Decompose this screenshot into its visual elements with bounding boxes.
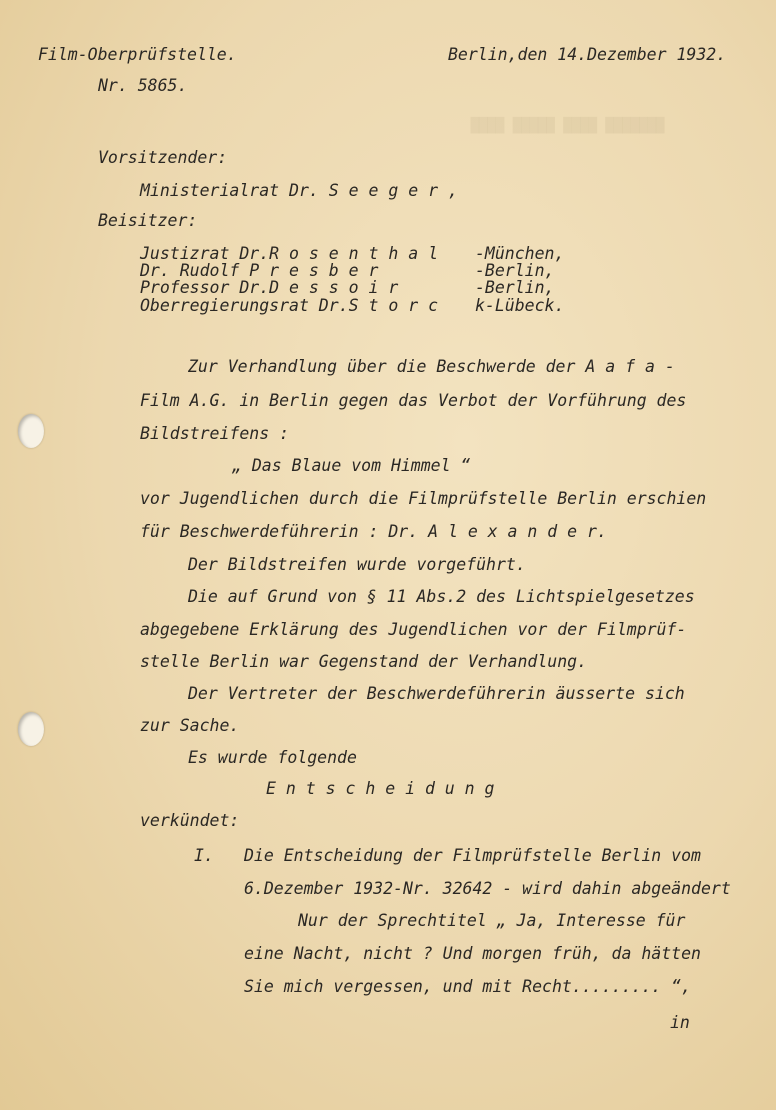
item-numeral: I. [194, 846, 214, 865]
assessor-city: -Berlin, [475, 278, 555, 297]
decision-heading: E n t s c h e i d u n g [266, 779, 495, 798]
office-name: Film-Oberprüfstelle. [38, 45, 237, 64]
body-line: Der Bildstreifen wurde vorgeführt. [188, 555, 526, 574]
assessor-name: Professor Dr.D e s s o i r [140, 278, 399, 297]
place-date: Berlin,den 14.Dezember 1932. [448, 45, 727, 64]
bleed-through-text: ████ █████ ████ ███████ [420, 118, 665, 134]
assessor-city: k-Lübeck. [475, 296, 565, 315]
chair-name: Ministerialrat Dr. S e e g e r , [140, 181, 458, 200]
assessor-city: -München, [475, 244, 565, 263]
body-line: Film A.G. in Berlin gegen das Verbot der Vorführung des [140, 391, 687, 410]
assessors-heading: Beisitzer: [98, 211, 198, 230]
assessor-name: Justizrat Dr.R o s e n t h a l [140, 244, 439, 263]
body-line: Der Vertreter der Beschwerdeführerin äusserte sich [188, 684, 685, 703]
item-line: Sie mich vergessen, und mit Recht......... “, [244, 977, 692, 996]
body-line: Es wurde folgende [188, 748, 357, 767]
film-title: „ Das Blaue vom Himmel “ [232, 456, 471, 475]
body-line: Die auf Grund von § 11 Abs.2 des Lichtspielgesetzes [188, 587, 695, 606]
punch-hole-bottom [18, 712, 44, 746]
item-line: 6.Dezember 1932-Nr. 32642 - wird dahin abgeändert [244, 879, 731, 898]
body-line: zur Sache. [140, 716, 240, 735]
body-line: für Beschwerdeführerin : Dr. A l e x a n d e r. [140, 522, 607, 541]
assessor-city: -Berlin, [475, 261, 555, 280]
assessor-name: Oberregierungsrat Dr.S t o r c [140, 296, 439, 315]
assessor-name: Dr. Rudolf P r e s b e r [140, 261, 379, 280]
item-line: Nur der Sprechtitel „ Ja, Interesse für [298, 911, 686, 930]
body-line: stelle Berlin war Gegenstand der Verhandlung. [140, 652, 588, 671]
page-continuation: in [670, 1013, 690, 1032]
announced-line: verkündet: [140, 811, 240, 830]
reference-number: Nr. 5865. [98, 76, 188, 95]
item-line: Die Entscheidung der Filmprüfstelle Berlin vom [244, 846, 701, 865]
body-line: vor Jugendlichen durch die Filmprüfstelle Berlin erschien [140, 489, 707, 508]
item-line: eine Nacht, nicht ? Und morgen früh, da hätten [244, 944, 701, 963]
body-line: Bildstreifens : [140, 424, 290, 443]
punch-hole-top [18, 414, 44, 448]
body-line: abgegebene Erklärung des Jugendlichen vor der Filmprüf- [140, 620, 687, 639]
body-line: Zur Verhandlung über die Beschwerde der A a f a - [188, 357, 675, 376]
chair-heading: Vorsitzender: [98, 148, 228, 167]
